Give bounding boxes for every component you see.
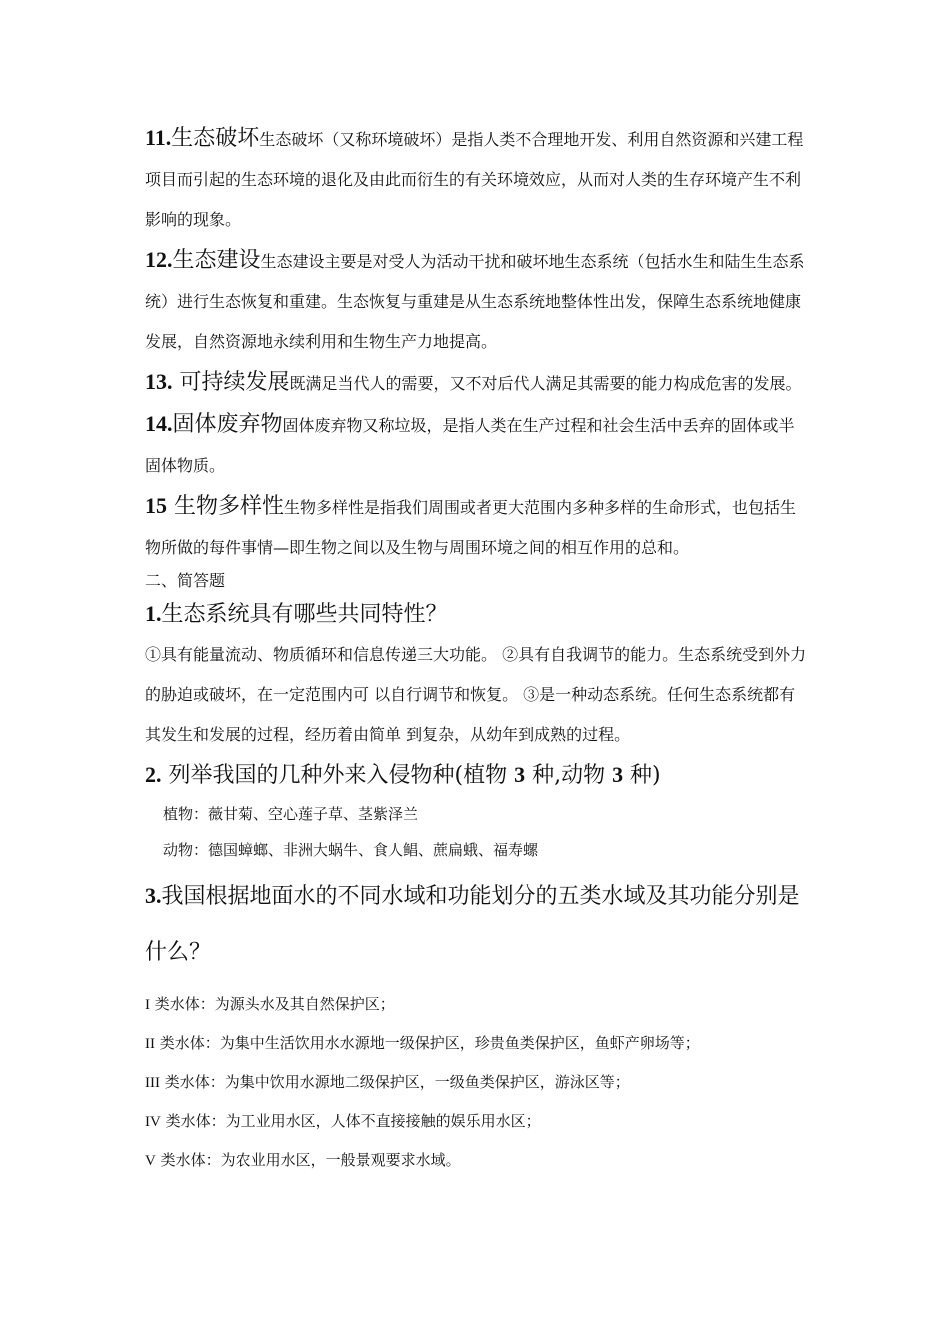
- plant-count: 3: [514, 762, 526, 787]
- class-description: 类水体：为集中生活饮用水水源地一级保护区，珍贵鱼类保护区，鱼虾产卵场等；: [155, 1034, 700, 1052]
- question-text: 种,动物: [525, 763, 613, 788]
- water-class-item: [145, 1102, 810, 1141]
- term-number: 12.: [145, 247, 173, 272]
- class-description: 类水体：为工业用水区，人体不直接接触的娱乐用水区；: [160, 1112, 541, 1130]
- term-definition: 生态破坏（又称环境破坏）是指人类不合理地开发、利用自然资源和兴建工程项目而引起的生态环境的退化及由此而衍生的有关环境效应，从而对人类的生存环境产生不利影响的现象。: [145, 130, 804, 229]
- section-title: 二、简答题: [145, 571, 226, 590]
- question-text: 种): [623, 763, 661, 788]
- term-13: [145, 362, 810, 404]
- water-class-item: [145, 1063, 810, 1102]
- question-number: 3.: [145, 883, 162, 908]
- question-1-title: [145, 594, 810, 635]
- term-15: [145, 486, 810, 568]
- class-numeral: I: [145, 997, 150, 1013]
- term-definition: 既满足当代人的需要，又不对后代人满足其需要的能力构成危害的发展。: [289, 374, 802, 393]
- question-text: 生态系统具有哪些共同特性？: [161, 602, 448, 627]
- question-1-answer: ①具有能量流动、物质循环和信息传递三大功能。 ②具有自我调节的能力。生态系统受到外力的胁迫或破坏，在一定范围内可 以自行调节和恢复。 ③是一种动态系统。任何生态系统都有其发生和发展的过程，经历着由简单 到复杂，从幼年到成熟的过程。: [145, 645, 807, 744]
- animal-count: 3: [612, 762, 624, 787]
- term-number: 13.: [145, 369, 173, 394]
- term-title: 生物多样性: [167, 494, 284, 519]
- question-number: 1.: [145, 601, 162, 626]
- question-text: 列举我国的几种外来入侵物种(植物: [161, 763, 515, 788]
- water-class-item: [145, 985, 810, 1024]
- question-2-title: [145, 755, 810, 796]
- term-number: 11.: [145, 125, 172, 150]
- term-definition: 生态建设主要是对受人为活动干扰和破坏地生态系统（包括水生和陆生生态系统）进行生态恢复和重建。生态恢复与重建是从生态系统地整体性出发，保障生态系统地健康发展，自然资源地永续利用和生物生产力地提高。: [145, 252, 805, 351]
- term-title: 生态破坏: [171, 126, 260, 151]
- class-description: 类水体：为源头水及其自然保护区；: [150, 995, 395, 1013]
- invasive-plants: 植物：薇甘菊、空心莲子草、茎紫泽兰: [163, 805, 419, 823]
- invasive-animals: 动物：德国蟑螂、非洲大蜗牛、食人鲳、蔗扁蛾、福寿螺: [163, 841, 539, 859]
- question-text: 我国根据地面水的不同水域和功能划分的五类水域及其功能分别是什么？: [145, 884, 800, 965]
- class-numeral: V: [145, 1153, 156, 1169]
- class-numeral: II: [145, 1036, 155, 1052]
- term-11: [145, 118, 810, 240]
- class-numeral: IV: [145, 1114, 161, 1130]
- water-classes-list: [145, 985, 810, 1180]
- term-definition: 固体废弃物又称垃圾，是指人类在生产过程和社会生活中丢弃的固体或半固体物质。: [145, 416, 795, 475]
- water-class-item: [145, 1141, 810, 1180]
- term-title: 固体废弃物: [172, 412, 283, 437]
- term-definition: 生物多样性是指我们周围或者更大范围内多种多样的生命形式，也包括生物所做的每件事情—即生物之间以及生物与周围环境之间的相互作用的总和。: [145, 498, 797, 557]
- term-number: 15: [145, 493, 167, 518]
- term-title: 可持续发展: [172, 370, 290, 395]
- term-number: 14.: [145, 411, 173, 436]
- document-page: [145, 118, 810, 1180]
- class-numeral: III: [145, 1075, 160, 1091]
- question-3-title: [145, 868, 810, 981]
- term-14: [145, 404, 810, 486]
- class-description: 类水体：为农业用水区，一般景观要求水域。: [155, 1151, 461, 1169]
- water-class-item: [145, 1024, 810, 1063]
- question-number: 2.: [145, 762, 162, 787]
- class-description: 类水体：为集中饮用水源地二级保护区，一级鱼类保护区，游泳区等；: [160, 1073, 630, 1091]
- term-12: [145, 240, 810, 362]
- term-title: 生态建设: [172, 248, 261, 273]
